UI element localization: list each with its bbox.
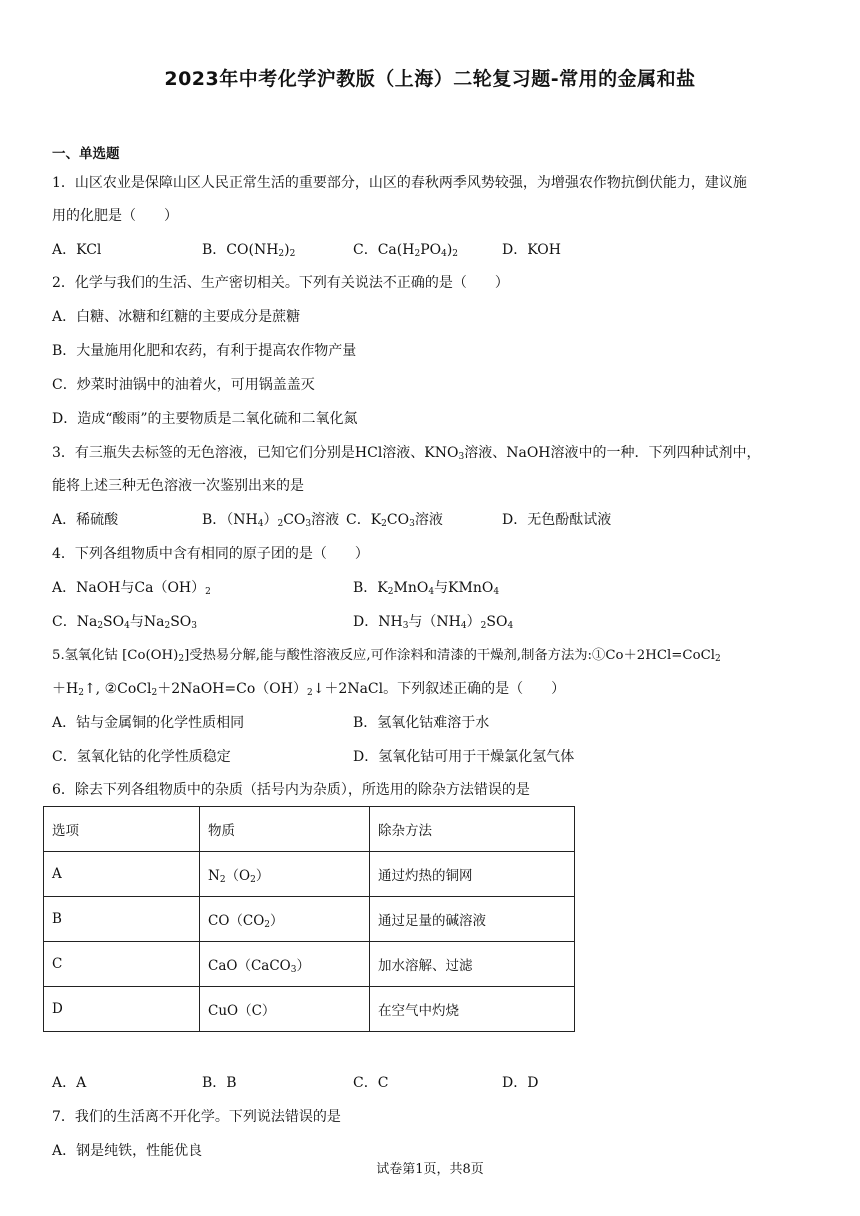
q2-option-a: A．白糖、冰糖和红糖的主要成分是蔗糖 (52, 309, 301, 325)
q7-stem: 7．我们的生活离不开化学。下列说法错误的是 (52, 1109, 341, 1125)
q4-option-c: C．$Na_2SO_4$与$Na_2SO_3$ (52, 614, 198, 631)
table-cell-substance: CaO（CaCO$_3$） (200, 942, 370, 987)
q2-option-c: C．炒菜时油锅中的油着火，可用锅盖盖灭 (52, 377, 315, 393)
q6-option-a: A．A (52, 1075, 87, 1091)
table-cell-method: 在空气中灼烧 (370, 987, 575, 1032)
q5-option-d: D．氢氧化钴可用于干燥氯化氢气体 (353, 749, 575, 765)
q1-option-a: A．KCl (52, 242, 102, 258)
table-cell-method: 通过灼热的铜网 (370, 852, 575, 897)
q6-option-c: C．C (353, 1075, 389, 1091)
q1-stem-line1: 1．山区农业是保障山区人民正常生活的重要部分，山区的春秋两季风势较强，为增强农作物抗倒伏能力，建议施 (52, 175, 747, 191)
q3-stem-line1: 3．有三瓶失去标签的无色溶液，已知它们分别是HCl溶液、$KNO_3$溶液、NaOH溶液中的一种．下列四种试剂中， (52, 445, 761, 462)
section-heading: 一、单选题 (52, 146, 120, 162)
q6-option-d: D．D (502, 1075, 539, 1091)
q4-stem: 4．下列各组物质中含有相同的原子团的是（ ） (52, 546, 369, 562)
table-cell-option: D (44, 987, 200, 1032)
q2-option-d: D．造成“酸雨”的主要物质是二氧化硫和二氧化氮 (52, 411, 358, 427)
q6-option-b: B．B (202, 1075, 237, 1091)
q5-option-c: C．氢氧化钴的化学性质稳定 (52, 749, 231, 765)
table-cell-method: 通过足量的碱溶液 (370, 897, 575, 942)
q4-option-a: A．NaOH与$Ca(OH)_2$ (52, 580, 211, 597)
q5-option-a: A．钴与金属铜的化学性质相同 (52, 715, 245, 731)
table-cell-option: B (44, 897, 200, 942)
q7-option-a: A．钢是纯铁，性能优良 (52, 1143, 203, 1159)
table-header-cell: 选项 (44, 807, 200, 852)
q1-option-b: B．$CO(NH_2)_2$ (202, 242, 296, 259)
table-header-cell: 物质 (200, 807, 370, 852)
table-header-cell: 除杂方法 (370, 807, 575, 852)
table-row (44, 942, 575, 987)
q3-option-d: D．无色酚酞试液 (502, 512, 612, 528)
q2-option-b: B．大量施用化肥和农药，有利于提高农作物产量 (52, 343, 357, 359)
table-cell-method: 加水溶解、过滤 (370, 942, 575, 987)
table-row (44, 897, 575, 942)
table-cell-option: C (44, 942, 200, 987)
q1-stem-line2: 用的化肥是（ ） (52, 208, 178, 224)
page-footer: 试卷第1页，共8页 (376, 1162, 484, 1177)
q6-stem: 6．除去下列各组物质中的杂质（括号内为杂质），所选用的除杂方法错误的是 (52, 782, 530, 798)
table-cell-option: A (44, 852, 200, 897)
q2-stem: 2．化学与我们的生活、生产密切相关。下列有关说法不正确的是（ ） (52, 275, 509, 291)
q4-option-d: D．$NH_3$与$(NH_4)_2SO_4$ (353, 614, 514, 631)
q5-stem-line2: $+H_2↑$, $②CoCl_2+2NaOH=Co(OH)_2↓+2NaCl$。下列叙述正确的是（ ） (52, 681, 566, 698)
table-cell-substance: $N_2(O_2)$ (200, 852, 370, 897)
q5-stem-line1: 5.氢氧化钴 $[Co(OH)_2]$受热易分解,能与酸性溶液反应,可作涂料和清漆的干燥剂,制备方法为:①Co＋2HCl=CoCl$_2$ (52, 648, 721, 664)
q5-option-b: B．氢氧化钴难溶于水 (353, 715, 490, 731)
table-header-row (44, 807, 575, 852)
table-cell-substance: CuO（C） (200, 987, 370, 1032)
q3-option-b: B．$(NH_4)_2CO_3$溶液 (202, 512, 340, 529)
q3-option-a: A．稀硫酸 (52, 512, 119, 528)
page-title: 2023年中考化学沪教版（上海）二轮复习题-常用的金属和盐 (164, 68, 696, 90)
q1-option-c: C．$Ca(H_2PO_4)_2$ (353, 242, 459, 259)
q3-stem-line2: 能将上述三种无色溶液一次鉴别出来的是 (52, 478, 304, 494)
q6-table (43, 806, 575, 1032)
q4-option-b: B．$K_2MnO_4$与KMnO$_4$ (353, 580, 500, 597)
table-row (44, 852, 575, 897)
table-row (44, 987, 575, 1032)
q1-option-d: D．KOH (502, 242, 561, 258)
q3-option-c: C．$K_2CO_3$溶液 (346, 512, 443, 529)
table-cell-substance: $CO(CO_2)$ (200, 897, 370, 942)
